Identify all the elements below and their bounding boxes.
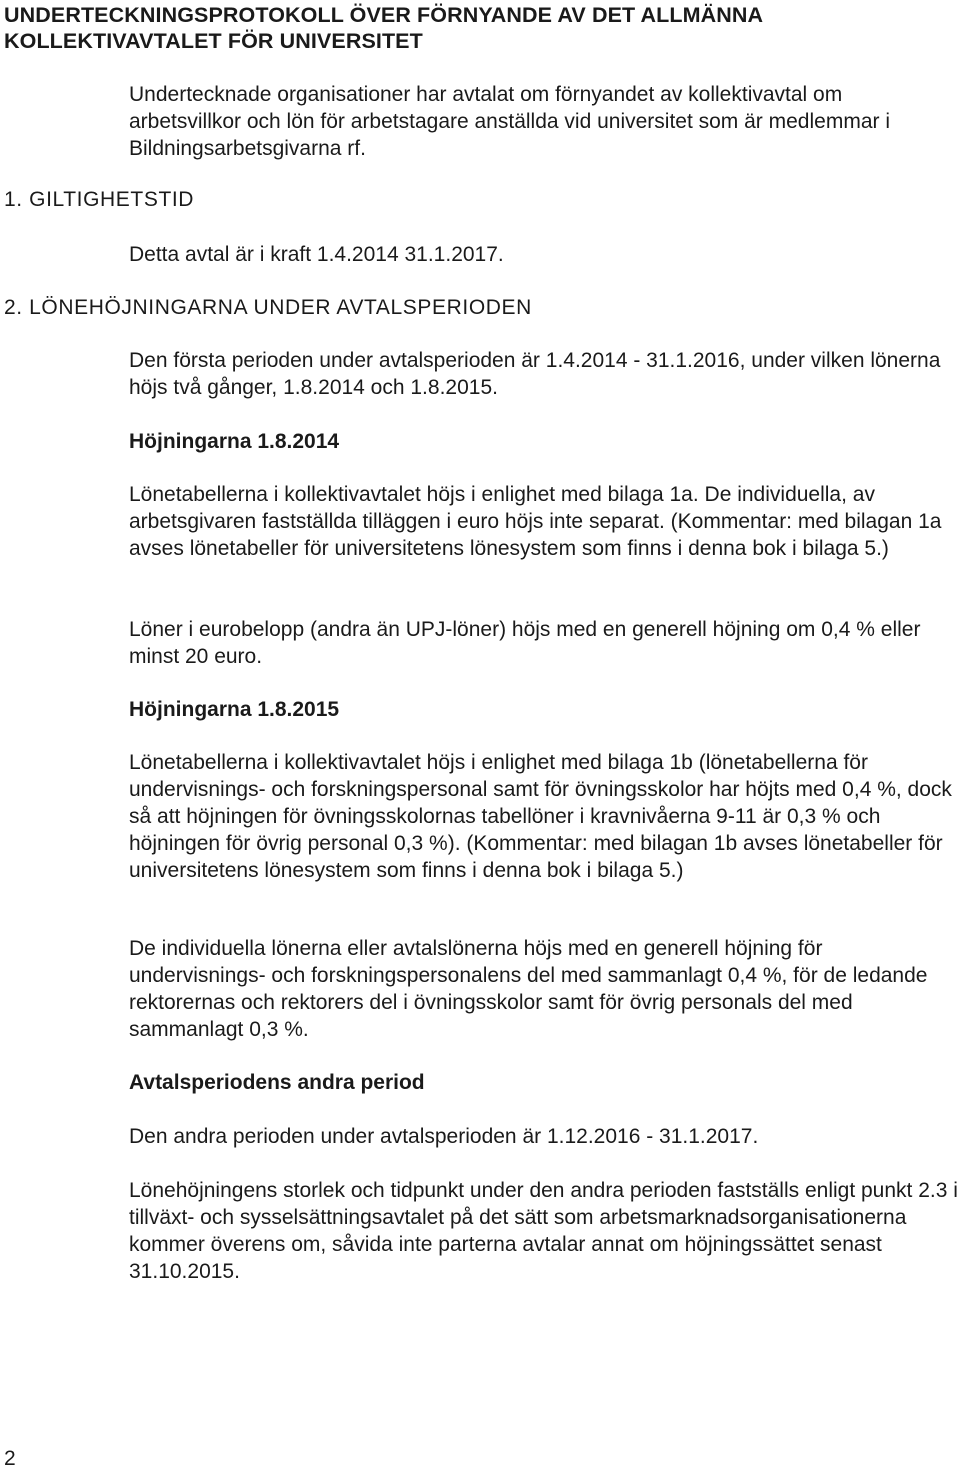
- page-number: 2: [4, 1447, 16, 1470]
- subheading-raises-2014: Höjningarna 1.8.2014: [129, 430, 340, 453]
- euro-salaries-paragraph: Löner i eurobelopp (andra än UPJ-löner) höjs med en generell höjning om 0,4 % eller minst 20 euro.: [129, 618, 921, 668]
- individual-salaries-paragraph: De individuella lönerna eller avtalslönerna höjs med en generell höjning för undervisnings- och forskningspersonalens del med sammanlagt 0,4 %, för de ledande rektorernas och rektorers del i övningsskolor samt för övrig personals del med sammanlagt 0,3 %.: [129, 937, 928, 1041]
- raise-size-paragraph: Lönehöjningens storlek och tidpunkt under den andra perioden fastställs enligt punkt 2.3 i tillväxt- och sysselsättningsavtalet på det sätt som arbetsmarknadsorganisationerna kommer överens om, såvida inte parterna avtalar annat om höjningssättet senast 31.10.2015.: [129, 1179, 958, 1283]
- subheading-second-period: Avtalsperiodens andra period: [129, 1071, 425, 1094]
- section-1-heading: 1. GILTIGHETSTID: [4, 188, 195, 211]
- title-line-2: KOLLEKTIVAVTALET FÖR UNIVERSITET: [4, 29, 423, 53]
- first-period-paragraph: Den första perioden under avtalsperioden är 1.4.2014 - 31.1.2016, under vilken lönerna höjs två gånger, 1.8.2014 och 1.8.2015.: [129, 349, 941, 399]
- title-line-1: UNDERTECKNINGSPROTOKOLL ÖVER FÖRNYANDE AV DET ALLMÄNNA: [4, 3, 764, 27]
- subheading-raises-2015: Höjningarna 1.8.2015: [129, 698, 340, 721]
- second-period-paragraph: Den andra perioden under avtalsperioden är 1.12.2016 - 31.1.2017.: [129, 1125, 759, 1148]
- intro-paragraph: Undertecknade organisationer har avtalat om förnyandet av kollektivavtal om arbetsvillkor och lön för arbetstagare anställda vid universitet som är medlemmar i Bildningsarbetsgivarna rf.: [129, 83, 890, 160]
- raises-2015-paragraph: Lönetabellerna i kollektivavtalet höjs i enlighet med bilaga 1b (lönetabellerna för undervisnings- och forskningspersonal samt för övningsskolor har höjts med 0,4 %, dock så att höjningen för övningsskolornas tabellöner i kravnivåerna 9-11 är 0,3 % och höjningen för övrig personal 0,3 %). (Kommentar: med bilagan 1b avses lönetabeller för universitetens lönesystem som finns i denna bok i bilaga 5.): [129, 751, 952, 882]
- document-title: [4, 2, 763, 54]
- validity-paragraph: Detta avtal är i kraft 1.4.2014 31.1.2017.: [129, 243, 504, 266]
- section-2-heading: 2. LÖNEHÖJNINGARNA UNDER AVTALSPERIODEN: [4, 296, 532, 319]
- raises-2014-paragraph: Lönetabellerna i kollektivavtalet höjs i enlighet med bilaga 1a. De individuella, av arbetsgivaren fastställda tilläggen i euro höjs inte separat. (Kommentar: med bilagan 1a avses lönetabeller för universitetens lönesystem som finns i denna bok i bilaga 5.): [129, 483, 942, 560]
